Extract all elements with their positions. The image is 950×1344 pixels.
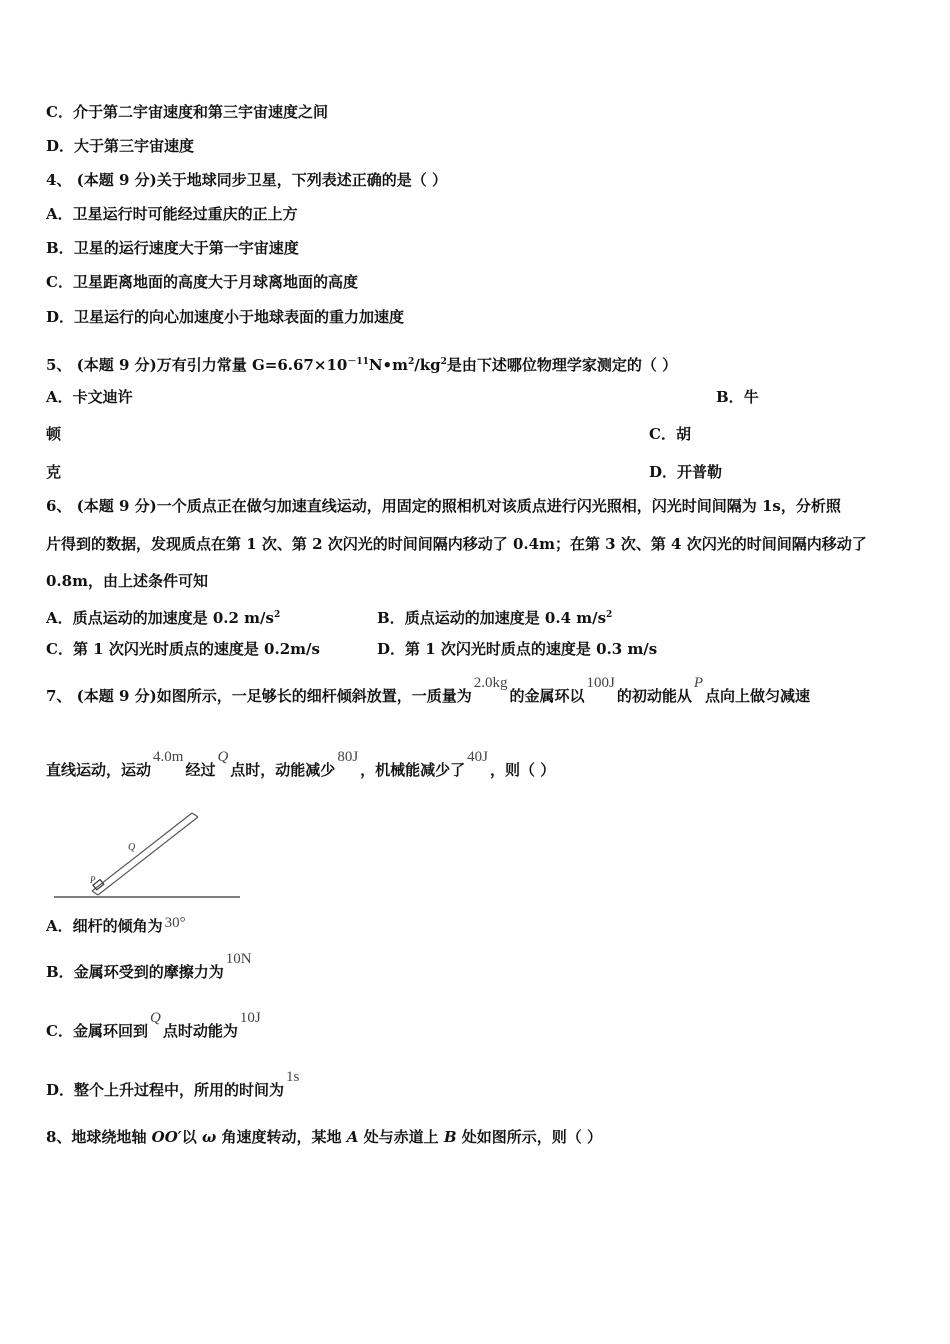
q7-option-c: C．金属环回到Q点时动能为10J [46, 1010, 261, 1040]
rod-end-cap [192, 813, 198, 817]
q6-option-d: D．第 1 次闪光时质点的速度是 0.3 m/s [377, 640, 658, 658]
q5-option-b: B．牛 [716, 388, 759, 406]
q6-stem-line-2: 片得到的数据，发现质点在第 1 次、第 2 次闪光的时间间隔内移动了 0.4m；在第 3 次、第 4 次闪光的时间间隔内移动了 [46, 535, 867, 553]
math-friction: 10N [225, 951, 252, 967]
math-point-q: Q [217, 749, 229, 765]
math-energy: 100J [586, 675, 615, 691]
q3-option-c: C．介于第二宇宙速度和第三宇宙速度之间 [46, 103, 328, 121]
math-distance: 4.0m [153, 749, 184, 765]
q8-stem: 8、地球绕地轴 OO′以 ω 角速度转动，某地 A 处与赤道上 B 处如图所示，则（ ） [46, 1128, 602, 1146]
math-point-p: P [693, 675, 704, 691]
q5-option-c: C．胡 [649, 425, 691, 443]
label-q: Q [128, 842, 136, 853]
q7-option-d: D．整个上升过程中，所用的时间为1s [46, 1069, 300, 1099]
q5-stem: 5、 (本题 9 分)万有引力常量 $G=6.67\times 10^{-11}N•m^2/kg^2$是由下述哪位物理学家测定的（ ） [46, 356, 678, 374]
q6-stem-line-1: 6、 (本题 9 分)一个质点正在做匀加速直线运动，用固定的照相机对该质点进行闪光照相，闪光时间间隔为 1s，分析照 [46, 497, 841, 515]
math-me-loss: 40J [467, 749, 489, 765]
q7-option-a: A．细杆的倾角为 30° [46, 915, 186, 935]
q5-option-b-cont: 顿 [46, 425, 62, 443]
rod-base-cap [92, 891, 98, 895]
q5-option-a: A．卡文迪许 [46, 388, 133, 406]
q6-option-a: A．质点运动的加速度是 0.2 $m/s^2$ [46, 609, 281, 627]
rod-edge-lower [92, 813, 192, 891]
label-p: P [90, 875, 96, 885]
math-ke-loss: 80J [337, 749, 359, 765]
q6-option-b: B．质点运动的加速度是 0.4 $m/s^2$ [377, 609, 613, 627]
q7-stem-line-2: 直线运动，运动4.0m经过Q点时，动能减少80J，机械能减少了40J，则（ ） [46, 749, 556, 779]
q6-stem-line-3: 0.8m，由上述条件可知 [46, 572, 208, 590]
math-time: 1s [286, 1069, 300, 1085]
q3-option-d: D．大于第三宇宙速度 [46, 137, 195, 155]
math-angle: 30° [164, 915, 186, 931]
q7-stem-line-1: 7、 (本题 9 分)如图所示，一足够长的细杆倾斜放置，一质量为2.0kg的金属环以100J的初动能从P点向上做匀减速 [46, 675, 811, 705]
math-point-q-option: Q [149, 1010, 161, 1026]
rod-edge-upper [98, 817, 198, 895]
inclined-rod-figure [50, 805, 250, 905]
q7-option-b: B．金属环受到的摩擦力为10N [46, 951, 252, 981]
math-mass: 2.0kg [473, 675, 508, 691]
q4-option-c: C．卫星距离地面的高度大于月球离地面的高度 [46, 273, 358, 291]
q4-option-b: B．卫星的运行速度大于第一宇宙速度 [46, 239, 299, 257]
math-ke-return: 10J [239, 1010, 261, 1026]
q4-stem: 4、 (本题 9 分)关于地球同步卫星，下列表述正确的是（ ） [46, 171, 447, 189]
q5-option-c-cont: 克 [46, 463, 62, 481]
q5-option-d: D．开普勒 [649, 463, 723, 481]
q4-option-a: A．卫星运行时可能经过重庆的正上方 [46, 205, 298, 223]
q6-option-c: C．第 1 次闪光时质点的速度是 0.2m/s [46, 640, 320, 658]
q4-option-d: D．卫星运行的向心加速度小于地球表面的重力加速度 [46, 308, 405, 326]
